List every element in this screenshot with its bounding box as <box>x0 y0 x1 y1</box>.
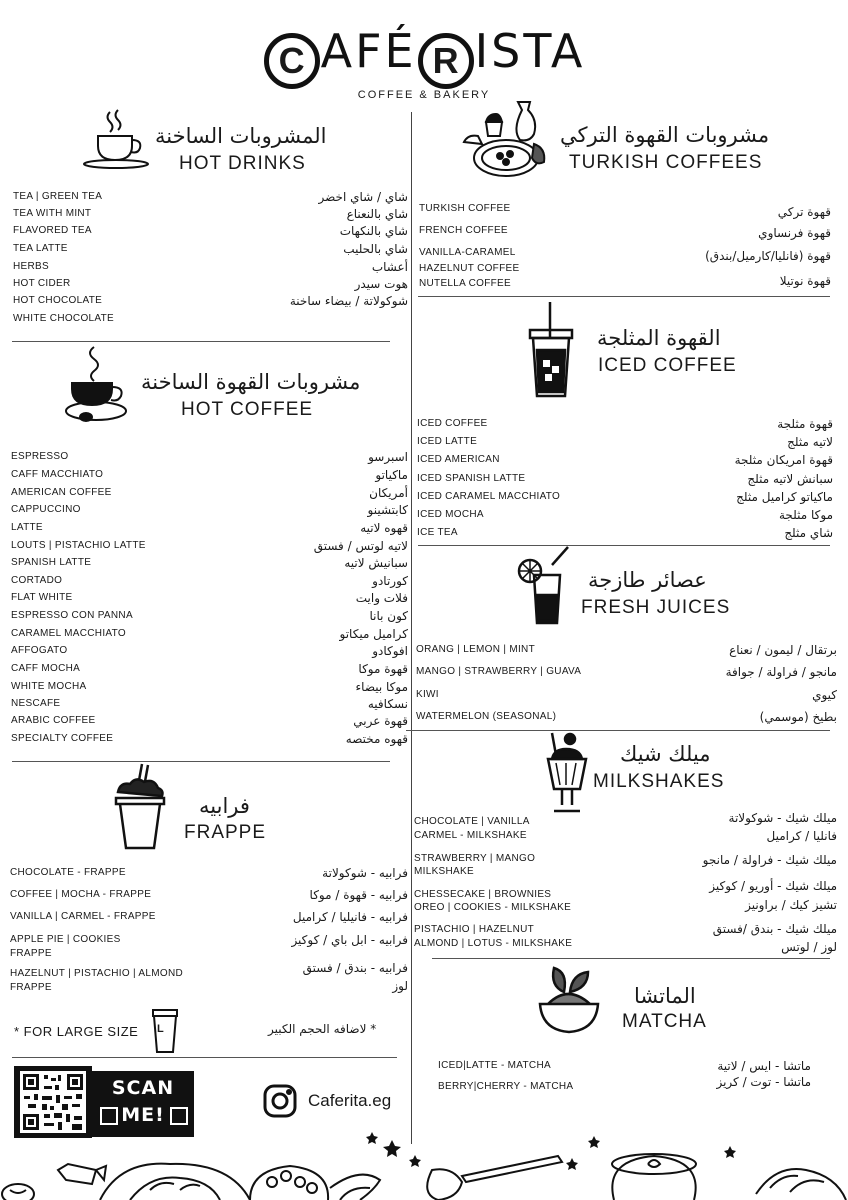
item-name-ar: لاتيه مثلج <box>787 435 833 449</box>
item-name-en: ICED LATTE <box>417 436 478 447</box>
item-name-ar: قهوة نوتيلا <box>779 274 831 288</box>
item-name-en: WHITE MOCHA <box>11 681 87 692</box>
item-name-en: ICED|LATTE - MATCHA <box>438 1060 551 1071</box>
item-name-ar: قهوة (فانليا/كارميل/بندق) <box>705 249 831 263</box>
item-name-en: HOT CHOCOLATE <box>13 295 103 306</box>
item-name-en: CAFF MACCHIATO <box>11 469 104 480</box>
item-name-en: ICE TEA <box>417 527 458 538</box>
item-name-ar: فرابيه - ابل باي / كوكيز <box>291 933 408 947</box>
item-name-en: CORTADO <box>11 575 63 586</box>
list-item <box>13 190 408 208</box>
list-item <box>417 508 833 526</box>
item-name-en: ICED SPANISH LATTE <box>417 473 526 484</box>
instagram-icon[interactable] <box>263 1084 297 1118</box>
hot-drinks-title-ar: المشروبات الساخنة <box>155 124 327 148</box>
item-name-en: TEA WITH MINT <box>13 208 92 219</box>
large-size-label-en: * FOR LARGE SIZE <box>14 1024 139 1039</box>
hot-coffee-title-en: HOT COFFEE <box>181 399 314 420</box>
list-item <box>11 539 408 557</box>
list-item <box>414 852 837 882</box>
juices-title-en: FRESH JUICES <box>581 597 731 618</box>
list-item <box>416 665 837 683</box>
item-name-ar-line2: لوز <box>392 979 408 993</box>
list-item <box>417 472 833 490</box>
brand-logo <box>0 24 848 89</box>
matcha-bowl-icon <box>538 962 600 1038</box>
item-name-en: ESPRESSO CON PANNA <box>11 610 133 621</box>
list-item <box>416 710 837 728</box>
section-divider <box>432 958 830 959</box>
item-name-ar: أعشاب <box>371 260 408 274</box>
list-item <box>11 609 408 627</box>
list-item <box>417 453 833 471</box>
section-divider <box>12 1057 397 1058</box>
logo-r-mark: R <box>418 33 474 89</box>
item-name-en-line2: CARMEL - MILKSHAKE <box>414 830 527 841</box>
list-item <box>11 468 408 486</box>
list-item <box>11 697 408 715</box>
section-divider <box>12 761 390 762</box>
item-name-ar: ماكياتو <box>375 468 408 482</box>
coffee-cup-icon <box>64 345 130 423</box>
list-item <box>13 242 408 260</box>
item-name-en: ICED COFFEE <box>417 418 488 429</box>
item-name-ar: موكا مثلجة <box>778 508 833 522</box>
list-item <box>419 224 831 242</box>
item-name-en: NUTELLA COFFEE <box>419 278 511 289</box>
list-item <box>13 207 408 225</box>
item-name-ar: قهوة مثلجة <box>777 417 833 431</box>
item-name-ar: برتقال / ليمون / نعناع <box>729 643 837 657</box>
list-item <box>414 879 837 913</box>
item-name-ar: لاتيه لوتس / فستق <box>313 539 408 553</box>
item-name-en: VANILLA-CARAMEL <box>419 247 516 258</box>
item-name-en: ESPRESSO <box>11 451 69 462</box>
list-item <box>13 277 408 295</box>
frappe-title-ar: فرابيه <box>199 794 250 818</box>
frappe-title-en: FRAPPE <box>184 822 267 843</box>
list-item <box>417 490 833 508</box>
list-item <box>13 312 408 330</box>
bakery-sketch-decoration <box>0 1130 848 1200</box>
item-name-ar: بطيخ (موسمي) <box>759 710 837 724</box>
list-item <box>11 732 408 750</box>
section-divider <box>12 341 390 342</box>
item-name-ar: شاي مثلج <box>784 526 833 540</box>
list-item <box>10 961 408 997</box>
item-name-en-line2: ALMOND | LOTUS - MILKSHAKE <box>414 938 573 949</box>
list-item <box>10 933 408 963</box>
item-name-ar-line2: تشيز كيك / براونيز <box>745 898 837 912</box>
item-name-ar: فرابيه - شوكولاتة <box>322 866 408 880</box>
item-name-en: ICED MOCHA <box>417 509 484 520</box>
list-item <box>11 503 408 521</box>
item-name-en: CAPPUCCINO <box>11 504 81 515</box>
list-item <box>11 556 408 574</box>
item-name-en: WHITE CHOCOLATE <box>13 313 114 324</box>
list-item <box>11 714 408 732</box>
iced-coffee-title-ar: القهوة المثلجة <box>597 326 721 350</box>
logo-text-ista: ISTA <box>474 24 586 78</box>
item-name-en: CHESSECAKE | BROWNIES <box>414 889 552 900</box>
item-name-en-line2: FRAPPE <box>10 948 52 959</box>
section-divider <box>406 730 830 731</box>
list-item <box>11 591 408 609</box>
item-name-ar-line2: فانليا / كراميل <box>766 829 837 843</box>
item-name-en: MANGO | STRAWBERRY | GUAVA <box>416 666 582 677</box>
section-divider <box>418 296 830 297</box>
tagline: COFFEE & BAKERY <box>357 89 491 101</box>
item-name-ar: كراميل ميكاتو <box>339 627 408 641</box>
matcha-title-ar: الماتشا <box>634 984 696 1008</box>
item-name-en: HAZELNUT | PISTACHIO | ALMOND <box>10 968 183 979</box>
item-name-ar: قهوة امريكان مثلجة <box>734 453 833 467</box>
item-name-ar: شوكولاتة / بيضاء ساخنة <box>289 294 408 308</box>
item-name-en: CAFF MOCHA <box>11 663 81 674</box>
item-name-ar: ماتشا - ايس / لاتية <box>717 1059 811 1073</box>
item-name-en: APPLE PIE | COOKIES <box>10 934 121 945</box>
item-name-ar: كورتادو <box>372 574 408 588</box>
turkish-title-en: TURKISH COFFEES <box>569 152 763 173</box>
list-item <box>417 417 833 435</box>
item-name-en: WATERMELON (SEASONAL) <box>416 711 557 722</box>
item-name-en-line2: OREO | COOKIES - MILKSHAKE <box>414 902 572 913</box>
item-name-en: HOT CIDER <box>13 278 71 289</box>
list-item <box>13 260 408 278</box>
item-name-ar: أمريكان <box>369 486 408 500</box>
item-name-en: COFFEE | MOCHA - FRAPPE <box>10 889 152 900</box>
list-item <box>419 202 831 220</box>
item-name-ar: اسبرسو <box>368 450 408 464</box>
item-name-en: CHOCOLATE - FRAPPE <box>10 867 126 878</box>
item-name-en: ICED AMERICAN <box>417 454 500 465</box>
milkshake-icon <box>546 731 588 817</box>
scan-me-badge[interactable] <box>92 1071 194 1137</box>
list-item <box>414 811 837 845</box>
list-item <box>419 274 831 295</box>
item-name-ar: مانجو / فراولة / جوافة <box>725 665 837 679</box>
list-item <box>13 294 408 312</box>
item-name-en: NESCAFE <box>11 698 61 709</box>
list-item <box>10 866 408 884</box>
turkish-title-ar: مشروبات القهوة التركي <box>560 123 770 147</box>
item-name-en: ORANG | LEMON | MINT <box>416 644 535 655</box>
juice-glass-icon <box>516 545 574 627</box>
hot-coffee-title-ar: مشروبات القهوة الساخنة <box>141 370 361 394</box>
item-name-ar: قهوة فرنساوي <box>758 226 831 240</box>
list-item <box>417 435 833 453</box>
item-name-ar: قهوه مختصه <box>345 732 408 746</box>
list-item <box>11 574 408 592</box>
item-name-en-line2: MILKSHAKE <box>414 866 474 877</box>
item-name-ar: ماتشا - توت / كريز <box>716 1075 811 1089</box>
matcha-title-en: MATCHA <box>622 1011 707 1032</box>
item-name-ar: شاي / شاي اخضر <box>318 190 408 204</box>
item-name-ar: ميلك شيك - بندق /فستق <box>712 922 837 936</box>
item-name-en: FLAT WHITE <box>11 592 73 603</box>
item-name-ar: كيوي <box>812 688 837 702</box>
item-name-en: KIWI <box>416 689 439 700</box>
scan-me-label: ME! <box>121 1104 165 1126</box>
large-cup-letter: L <box>157 1023 164 1035</box>
instagram-handle[interactable]: Caferita.eg <box>308 1091 392 1110</box>
item-name-en-line2: FRAPPE <box>10 982 52 993</box>
item-name-ar: شاي بالنكهات <box>339 224 408 238</box>
item-name-en: CHOCOLATE | VANILLA <box>414 816 530 827</box>
list-item <box>11 662 408 680</box>
item-name-ar: شاي بالحليب <box>343 242 408 256</box>
list-item <box>438 1075 811 1096</box>
item-name-en: TURKISH COFFEE <box>419 203 511 214</box>
scan-label: SCAN <box>111 1077 175 1099</box>
large-cup-icon <box>149 1008 181 1054</box>
item-name-en: LOUTS | PISTACHIO LATTE <box>11 540 146 551</box>
hot-drinks-title-en: HOT DRINKS <box>179 153 306 174</box>
item-name-en: STRAWBERRY | MANGO <box>414 853 536 864</box>
item-name-en: ICED CARAMEL MACCHIATO <box>417 491 561 502</box>
item-name-en: HERBS <box>13 261 49 272</box>
item-name-en: SPECIALTY COFFEE <box>11 733 114 744</box>
milkshakes-title-en: MILKSHAKES <box>593 771 725 792</box>
list-item <box>10 910 408 928</box>
item-name-ar: قهوه لاتيه <box>360 521 408 535</box>
item-name-ar: قهوة عربي <box>353 714 408 728</box>
item-name-ar: ميلك شيك - شوكولاتة <box>728 811 837 825</box>
qr-code[interactable] <box>14 1066 92 1138</box>
item-name-ar: فلات وايت <box>355 591 408 605</box>
item-name-en: LATTE <box>11 522 43 533</box>
list-item <box>11 627 408 645</box>
item-name-en: VANILLA | CARMEL - FRAPPE <box>10 911 156 922</box>
list-item <box>414 922 837 956</box>
item-name-en: PISTACHIO | HAZELNUT <box>414 924 535 935</box>
list-item <box>416 688 837 706</box>
item-name-ar: ميلك شيك - فراولة / مانجو <box>702 853 837 867</box>
qr-corner-icon <box>170 1107 188 1125</box>
item-name-ar: ميلك شيك - أوريو / كوكيز <box>709 879 837 893</box>
logo-c-mark: C <box>264 33 320 89</box>
item-name-ar: فرابيه - فانيليا / كراميل <box>292 910 408 924</box>
item-name-ar: فرابيه - بندق / فستق <box>302 961 408 975</box>
frappe-cup-icon <box>112 762 168 852</box>
juices-title-ar: عصائر طازجة <box>588 568 707 592</box>
list-item <box>11 486 408 504</box>
milkshakes-title-ar: ميلك شيك <box>620 742 711 766</box>
item-name-ar: هوت سيدر <box>354 277 408 291</box>
item-name-ar: نسكافيه <box>367 697 408 711</box>
item-name-en: FRENCH COFFEE <box>419 225 508 236</box>
item-name-en: TEA | GREEN TEA <box>13 191 103 202</box>
iced-coffee-cup-icon <box>528 300 574 400</box>
list-item <box>10 888 408 906</box>
item-name-ar: قهوة موكا <box>358 662 408 676</box>
item-name-ar: كابتشينو <box>367 503 408 517</box>
item-name-en: SPANISH LATTE <box>11 557 92 568</box>
list-item <box>11 680 408 698</box>
item-name-ar: قهوة تركي <box>777 205 831 219</box>
list-item <box>11 521 408 539</box>
list-item <box>11 644 408 662</box>
large-size-label-ar: * لاضافه الحجم الكبير <box>268 1022 377 1036</box>
item-name-en: AFFOGATO <box>11 645 68 656</box>
item-name-ar: سبانيش لاتيه <box>344 556 408 570</box>
turkish-coffee-set-icon <box>460 98 552 182</box>
column-divider <box>411 112 412 1144</box>
item-name-en: ARABIC COFFEE <box>11 715 96 726</box>
item-name-ar: موكا بيضاء <box>355 680 408 694</box>
section-divider <box>418 545 830 546</box>
item-name-en: HAZELNUT COFFEE <box>419 263 520 274</box>
list-item <box>11 450 408 468</box>
list-item <box>416 643 837 661</box>
item-name-ar: سبانش لاتيه مثلج <box>747 472 833 486</box>
item-name-en: CARAMEL MACCHIATO <box>11 628 126 639</box>
item-name-ar: افوكادو <box>372 644 408 658</box>
item-name-en: FLAVORED TEA <box>13 225 92 236</box>
item-name-ar-line2: لوز / لوتس <box>781 940 837 954</box>
item-name-en: TEA LATTE <box>13 243 68 254</box>
iced-coffee-title-en: ICED COFFEE <box>598 355 737 376</box>
item-name-ar: شاي بالنعناع <box>346 207 408 221</box>
tea-cup-icon <box>82 108 152 170</box>
list-item <box>13 224 408 242</box>
item-name-en: BERRY|CHERRY - MATCHA <box>438 1081 574 1092</box>
item-name-ar: كون بانا <box>369 609 408 623</box>
item-name-ar: فرابيه - قهوة / موكا <box>309 888 408 902</box>
item-name-ar: ماكياتو كراميل مثلج <box>736 490 833 504</box>
logo-text-afe: AFÉ <box>320 24 417 78</box>
list-item <box>417 526 833 544</box>
item-name-en: AMERICAN COFFEE <box>11 487 112 498</box>
